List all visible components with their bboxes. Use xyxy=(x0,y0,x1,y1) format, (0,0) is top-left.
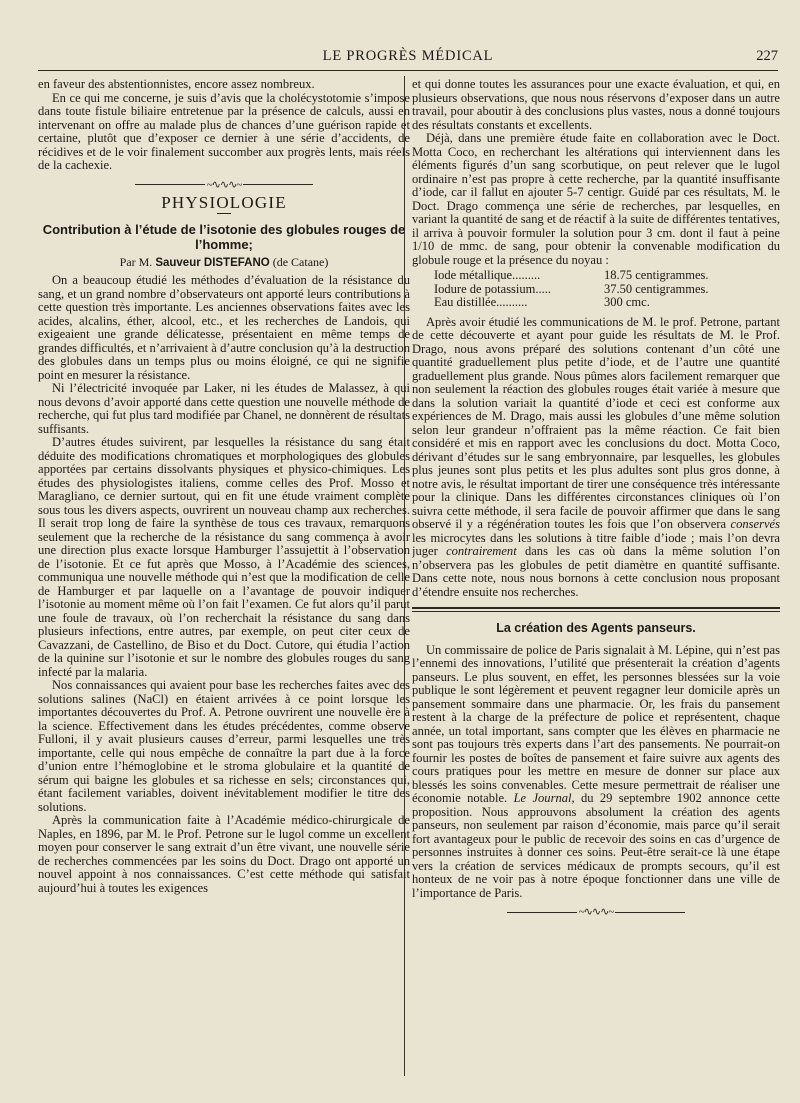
formula-ingredient: Iodure de potassium..... xyxy=(434,281,551,296)
body-paragraph: et qui donne toutes les assurances pour une exacte évaluation, et qui, en plusieurs observations, que nous nous réservons d’exposer dans un autre travail, pour aboutir à des conclusions plus vastes, nous a donné toujours des résultats constants et excellents. xyxy=(412,78,780,132)
formula-quantity: 18.75 centigrammes. xyxy=(604,268,709,282)
right-column xyxy=(412,78,780,1078)
ornament-glyph: ~∿∿∿~ xyxy=(578,906,614,918)
byline xyxy=(38,256,410,271)
continued-paragraph: en faveur des abstentionnistes, encore assez nombreux. xyxy=(38,78,315,91)
ornament-rule-left xyxy=(135,184,205,185)
byline-author: Sauveur DISTEFANO xyxy=(155,256,270,269)
body-paragraph xyxy=(412,316,780,600)
byline-suffix: (de Catane) xyxy=(272,254,329,269)
body-paragraph: Nos connaissances qui avaient pour base les recherches faites avec des solutions salines (NaCl) en étaient arrivées à ce point lorsque les importantes découvertes du Prof. A. Petrone ouvrirent une nouvelle ère à la science. Effectivement dans les études précédentes, comme observe Fulloni, il y avait plusieurs causes d’erreur, parmi lesquelles une très importante, celle qui nous empêche de connaître la part due à la force d’union entre l’hémoglobine et le stroma globulaire et la quantité de sérum qui baigne les globules et sa richesse en sels; circonstances qui, étant facilement variables, doivent inévitablement modifier le titre des solutions. xyxy=(38,678,410,814)
emphasis-text: contrairement xyxy=(446,544,517,558)
paragraph-text: Un commissaire de police de Paris signalait à M. Lépine, qui n’est pas l’ennemi des innovations, l’utilité que présenterait la création d’agents panseurs. Le plus souvent, en effet, les personnes blessées sur la voie publique le sont légèrement et peuvent regagner leur domicile après un pansement sommaire dans une pharmacie. Or, les frais du pansement restent à la charge de la préfecture de police et représentent, chaque année, un total important, sans compter que les élèves en pharmacie ne sont pas toujours très experts dans l’art des pansements. Ne pourrait-on fournir les postes de boîtes de pansement et faire suivre aux agents des cours pratiques pour les mettre en mesure de donner sur place aux blessés les soins convenables. Cette mesure permettrait de réaliser une économie notable. xyxy=(412,642,780,805)
section-rule xyxy=(217,213,231,214)
body-paragraph: Déjà, dans une première étude faite en collaboration avec le Doct. Motta Coco, en recherchant les altérations qui interviennent dans les éléments figurés d’un sang scorbutique, on peut relever que le lugol ordinaire n’est pas propre à cette recherche, par la quantité insuffisante d’iode, car il fallut en ajouter 5-7 centigr. Guidé par ces résultats, M. le Doct. Drago commença une série de recherches, par lesquelles, en variant la quantité de sang et de réactif à la suite de différentes tentatives, il arriva à pouvoir formuler la solution pour 3 cm. dont il faut à peine 1/10 de mmc. de sang, pour obtenir la convenable modification du globule rouge et la présence du noyau : xyxy=(412,131,780,267)
header-rule xyxy=(38,70,778,71)
journal-title: LE PROGRÈS MÉDICAL xyxy=(322,48,494,64)
article-title: Contribution à l’étude de l’isotonie des globules rouges de l’homme; xyxy=(42,221,406,252)
paragraph-text: du 29 septembre 1902 annonce cette proposition. Nous approuvons absolument la création des agents panseurs, non seulement par raison d’économie, mais parce qu’il serait fort avantageux pour le public de recevoir des soins en cas d’urgence de personnes instruites à donner ces soins. Peut-être serait-ce là une étape vers la création de services médicaux de prompts secours, qu’il est honteux de ne voir pas à notre époque fonctionner dans une ville de l’importance de Paris. xyxy=(412,791,780,900)
byline-prefix: Par M. xyxy=(119,254,153,269)
formula-row xyxy=(434,296,780,310)
article-divider-thin xyxy=(412,611,780,612)
paragraph-text: dans les cas où dans la même solution l’on n’observera pas les globules de petit diamètre en quantité suffisante. Dans cette note, nous nous bornons à cette conclusion nous proposant d’étendre ensuite nos recherches. xyxy=(412,544,780,599)
emphasis-text: Le Journal, xyxy=(513,791,575,805)
running-head xyxy=(38,48,778,68)
body-paragraph: Ni l’électricité invoquée par Laker, ni les études de Malassez, à qui nous devons d’avoir apporté dans cette question une nouvelle méthode de recherche, qui fut plus tard modifiée par Chanel, ne donnèrent de résultats suffisants. xyxy=(38,381,410,436)
body-paragraph: D’autres études suivirent, par lesquelles la résistance du sang était déduite des modifications chromatiques et morphologiques des globules apportées par certains dissolvants physiques et physico-chimiques. Les études des physiologistes italiens, comme celles des Prof. Mosso et Maragliano, ce dernier surtout, qui en fit une étude vraiment complète sous tous les divers aspects, ouvrirent un nouveau champ aux recherches. Il serait trop long de faire la synthèse de tous ces travaux, remarquons seulement que la recherche de la résistance du sang commença à avoir une direction plus exacte lorsque Hamburger l’assujettit à l’observation de l’isotonie. Et ce fut après que Mosso, à l’Académie des sciences, communiqua une nouvelle méthode qui n’est que la modification de celle de Hamburger et par laquelle on a l’avantage de pouvoir indiquer l’isotonie au moment même où l’on fait l’examen. Ce fut alors qu’il parut une foule de travaux, où l’on recherchait la résistance du sang dans plusieurs infections, entre autres, par exemple, on peut citer ceux de Cavazzani, de Castellino, de Biso et du Doct. Cutore, qui étudia l’action de la quinine sur l’isotonie et sur le nombre des globules rouges du sang infecté par la malaria. xyxy=(38,435,410,679)
ornament-rule-right xyxy=(615,912,685,913)
ornament-divider-end xyxy=(412,906,780,920)
formula-row xyxy=(434,283,780,297)
formula-quantity: 37.50 centigrammes. xyxy=(604,281,709,296)
body-paragraph xyxy=(412,644,780,901)
body-paragraph: Après la communication faite à l’Académie médico-chirurgicale de Naples, en 1896, par M. le Prof. Petrone sur le lugol comme un excellent moyen pour conserver le sang extrait d’un être vivant, une nouvelle série de recherches commencées par les soins du Doct. Drago ont apporté un nouvel appoint à nos connaissances. C’est cette méthode qui satisfait aujourd’hui à toutes les exigences xyxy=(38,813,410,895)
page-number: 227 xyxy=(756,48,778,64)
paragraph-text: Après avoir étudié les communications de M. le prof. Petrone, partant de cette découverte et ayant pour guide les résultats de M. le Prof. Drago, nous avons préparé des solutions contenant d’un côté une quantité graduellement plus petite d’iode, et de l’autre une quantité graduellement plus grande. Nous pûmes alors facilement remarquer que non seulement la réaction des globules rouges était variée à mesure que dans la solution variait la quantité d’iode et ceci est conforme aux expériences de M. Drago, mais aussi les globules d’une même solution selon leur grandeur n’offraient pas la même réaction. Ce fait bien considéré et mis en rapport avec les conclusions du doct. Motta Coco, dérivant d’études sur le sang embryonnaire, par lesquelles, les globules plus jeunes sont plus petits et les plus adultes sont plus gros donne, à notre avis, le résultat important de tirer une conséquence très intéressante pour la clinique. Dans les différentes circonstances cliniques où l’on suivra cette méthode, il sera facile de pouvoir affirmer que dans le sang observé il y a régénération toutes les fois que l’on observera xyxy=(412,314,780,531)
ornament-rule-left xyxy=(507,912,577,913)
section-title: PHYSIOLOGIE xyxy=(161,193,287,212)
formula-quantity: 300 cmc. xyxy=(604,295,650,309)
ornament-rule-right xyxy=(243,184,313,185)
solution-formula xyxy=(434,269,780,310)
ornament-glyph: ~∿∿∿~ xyxy=(206,178,242,191)
formula-ingredient: Iode métallique......... xyxy=(434,268,541,282)
article2-title: La création des Agents panseurs. xyxy=(496,621,696,635)
formula-row xyxy=(434,269,780,283)
paragraph-text: les microcytes dans les solutions à titre faible d’iode ; mais l’on devra juger xyxy=(412,530,780,558)
emphasis-text: conservés xyxy=(730,517,780,531)
left-column xyxy=(38,78,410,1078)
article-divider-thick xyxy=(412,607,780,609)
body-paragraph: On a beaucoup étudié les méthodes d’évaluation de la résistance du sang, et un grand nombre d’observateurs ont apporté leurs contributions à cette question très importante. Les anciennes observations faites avec les acides, alcalins, éther, alcool, etc., et les recherches de Landois, qui exigeaient une grande délicatesse, présentaient en même temps de grandes difficultés, et n’arrivaient à d’autre conclusion qu’à la destruction des globules dans un temps plus ou moins éloigné, ce qui ne signifie point en mesurer la résistance. xyxy=(38,273,410,382)
continued-paragraph: En ce qui me concerne, je suis d’avis que la cholécystotomie s’impose dans toute fistule biliaire entretenue par la présence de calculs, aussi en intervenant on offre au malade plus de chances d’une guérison rapide et certaine, plutôt que d’exposer ce dernier à une série d’accidents, de récidives et de le voir finalement succomber aux progrès lents, mais réels de la cachexie. xyxy=(38,90,410,172)
ornament-divider xyxy=(38,179,410,193)
formula-ingredient: Eau distillée.......... xyxy=(434,295,528,309)
